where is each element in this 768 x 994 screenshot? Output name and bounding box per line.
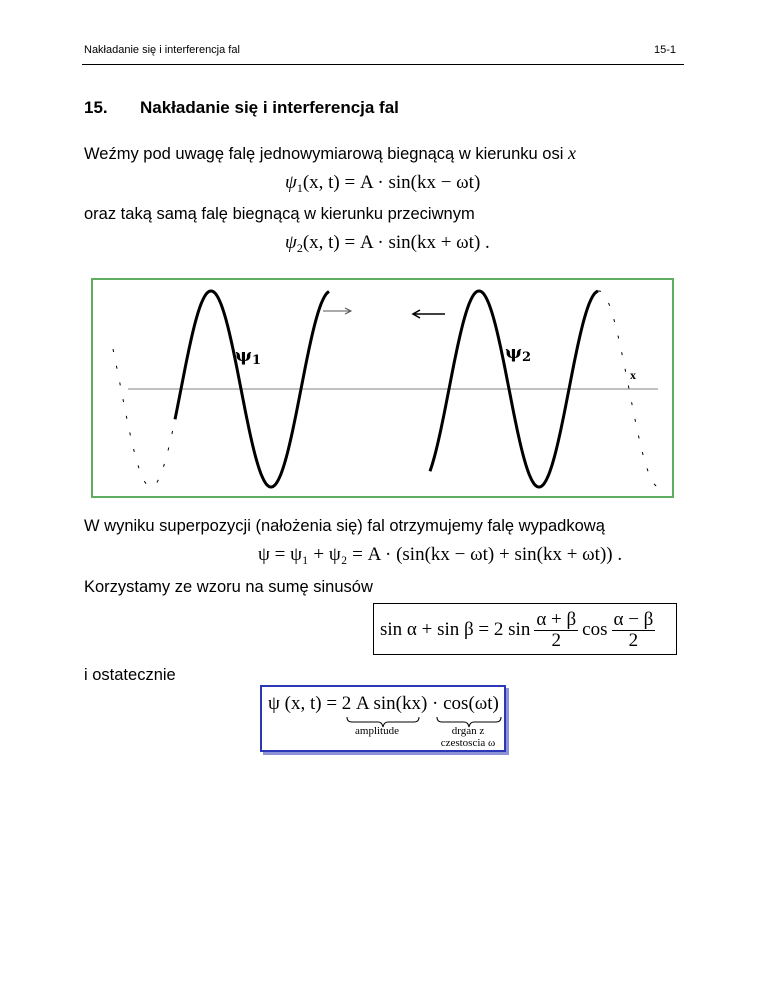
result-formula-box — [260, 685, 506, 752]
paragraph-superposition: W wyniku superpozycji (nałożenia się) fal otrzymujemy falę wypadkową — [84, 517, 605, 535]
page-number: 15-1 — [654, 44, 677, 56]
identity-left: sin α + sin β = 2 sin — [380, 619, 531, 640]
psi1-rhs: (x, t) = A · sin(kx − ωt) — [302, 172, 481, 193]
paragraph-finally: i ostatecznie — [84, 666, 176, 684]
axis-label-x: x — [630, 368, 636, 382]
equation-psi1: $\psi_1(x$, t) = A · sin(kx − ωt) — [285, 172, 481, 195]
identity-fraction-1: $\frac{\alpha + \beta}{2}$ — [536, 608, 577, 651]
wave-psi1-dashed — [113, 349, 175, 487]
variable-x: x — [567, 143, 576, 163]
equation-sum: ψ = ψ₁ + ψ₂ = A · (sin(kx − ωt) + sin(kx + ωt)) . — [258, 544, 623, 565]
paragraph-intro-text: Weźmy pod uwagę falę jednowymiarową biegnącą w kierunku osi — [84, 145, 564, 163]
label-psi2: ψ2 — [505, 342, 531, 365]
result-formula: ψ (x, t) = 2 A sin(kx) · cos(ωt) — [268, 693, 499, 714]
label-psi1: ψ1 — [235, 345, 261, 368]
wave-diagram — [93, 280, 672, 496]
identity-cos: cos — [582, 619, 608, 640]
sine-sum-identity — [380, 609, 655, 651]
paragraph-intro — [84, 143, 576, 164]
paragraph-sine-sum: Korzystamy ze wzoru na sumę sinusów — [84, 578, 373, 596]
sine-sum-identity-box — [373, 603, 677, 655]
psi2-symbol: ψ — [285, 232, 297, 253]
identity-fraction-2: $\frac{\alpha - \beta}{2}$ — [613, 608, 654, 651]
wave-figure — [91, 278, 674, 498]
equation-psi2: $\psi_2(x$, t) = A · sin(kx + ωt) . — [285, 232, 490, 255]
paragraph-opposite: oraz taką samą falę biegnącą w kierunku przeciwnym — [84, 205, 475, 223]
label-oscillation: drgan z czestoscia ω — [440, 725, 496, 749]
psi2-rhs: (x, t) = A · sin(kx + ωt) . — [302, 232, 490, 253]
section-title: Nakładanie się i interferencja fal — [140, 98, 399, 117]
psi1-symbol: ψ — [285, 172, 297, 193]
running-header-title: Nakładanie się i interferencja fal — [84, 44, 240, 56]
section-number: 15. — [84, 98, 108, 117]
header-rule — [82, 64, 684, 65]
label-amplitude: amplitude — [355, 725, 399, 737]
